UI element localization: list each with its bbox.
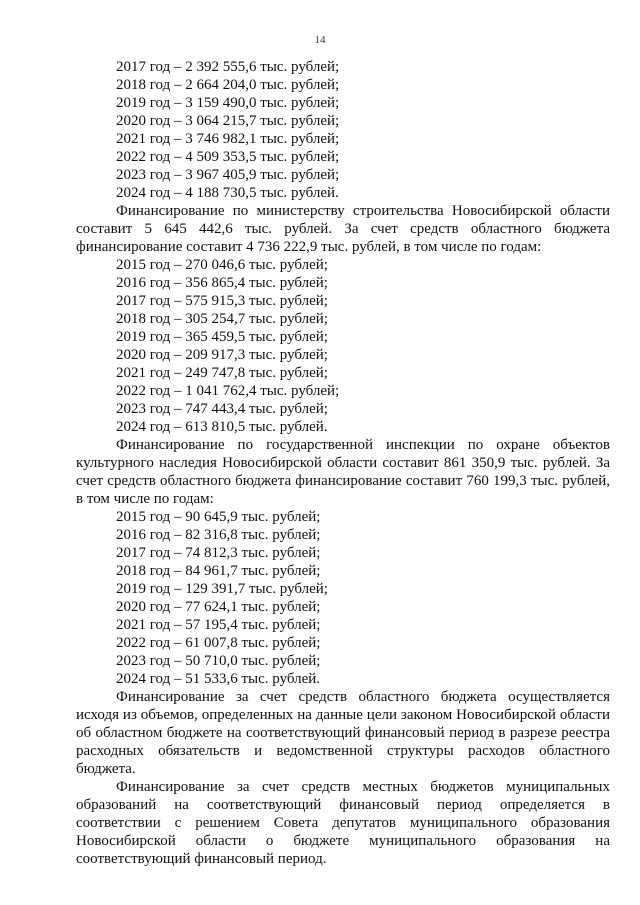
year-line: 2016 год – 82 316,8 тыс. рублей; — [116, 527, 321, 543]
year-line: 2015 год – 90 645,9 тыс. рублей; — [116, 509, 321, 525]
year-line: 2021 год – 249 747,8 тыс. рублей; — [116, 365, 328, 381]
year-line: 2022 год – 4 509 353,5 тыс. рублей; — [116, 149, 340, 165]
year-line: 2023 год – 3 967 405,9 тыс. рублей; — [116, 167, 340, 183]
year-line: 2017 год – 74 812,3 тыс. рублей; — [116, 545, 321, 561]
year-line: 2019 год – 3 159 490,0 тыс. рублей; — [116, 95, 340, 111]
paragraph-construction-ministry: Финансирование по министерству строительства Новосибирской области составит 5 645 442,6 тыс. рублей. За счет средств областного бюджета финансирование составит 4 736 222,9 тыс. рублей, в том числе по годам: — [76, 203, 610, 255]
paragraph-heritage-inspection: Финансирование по государственной инспекции по охране объектов культурного наследия Новосибирской области составит 861 350,9 тыс. рублей. За счет средств областного бюджета финансирование составит 760 199,3 тыс. рублей, в том числе по годам: — [76, 437, 610, 507]
year-line: 2019 год – 365 459,5 тыс. рублей; — [116, 329, 328, 345]
year-line: 2020 год – 77 624,1 тыс. рублей; — [116, 599, 321, 615]
year-line: 2018 год – 2 664 204,0 тыс. рублей; — [116, 77, 340, 93]
year-line: 2019 год – 129 391,7 тыс. рублей; — [116, 581, 328, 597]
year-line: 2021 год – 57 195,4 тыс. рублей; — [116, 617, 321, 633]
year-list-totals — [76, 58, 610, 202]
year-line: 2020 год – 209 917,3 тыс. рублей; — [116, 347, 328, 363]
document-body — [76, 58, 610, 868]
year-line: 2024 год – 613 810,5 тыс. рублей. — [116, 419, 328, 435]
year-line: 2024 год – 4 188 730,5 тыс. рублей. — [116, 185, 339, 201]
paragraph-regional-budget: Финансирование за счет средств областного бюджета осуществляется исходя из объемов, определенных на данные цели законом Новосибирской области об областном бюджете на соответствующий финансовый период в разрезе реестра расходных обязательств и ведомственной структуры расходов областного бюджета. — [76, 689, 610, 777]
year-line: 2018 год – 84 961,7 тыс. рублей; — [116, 563, 321, 579]
year-line: 2023 год – 747 443,4 тыс. рублей; — [116, 401, 328, 417]
year-line: 2016 год – 356 865,4 тыс. рублей; — [116, 275, 328, 291]
year-line: 2020 год – 3 064 215,7 тыс. рублей; — [116, 113, 340, 129]
year-line: 2024 год – 51 533,6 тыс. рублей. — [116, 671, 321, 687]
year-list-construction — [76, 256, 610, 436]
year-line: 2018 год – 305 254,7 тыс. рублей; — [116, 311, 328, 327]
page-number: 14 — [314, 34, 326, 46]
year-line: 2021 год – 3 746 982,1 тыс. рублей; — [116, 131, 340, 147]
year-list-heritage — [76, 508, 610, 688]
paragraph-local-budgets: Финансирование за счет средств местных бюджетов муниципальных образований на соответствующий финансовый период определяется в соответствии с решением Совета депутатов муниципального образования Новосибирской области о бюджете муниципального образования на соответствующий финансовый период. — [76, 779, 610, 867]
year-line: 2023 год – 50 710,0 тыс. рублей; — [116, 653, 321, 669]
year-line: 2022 год – 61 007,8 тыс. рублей; — [116, 635, 321, 651]
year-line: 2017 год – 575 915,3 тыс. рублей; — [116, 293, 328, 309]
year-line: 2017 год – 2 392 555,6 тыс. рублей; — [116, 59, 340, 75]
year-line: 2022 год – 1 041 762,4 тыс. рублей; — [116, 383, 340, 399]
year-line: 2015 год – 270 046,6 тыс. рублей; — [116, 257, 328, 273]
